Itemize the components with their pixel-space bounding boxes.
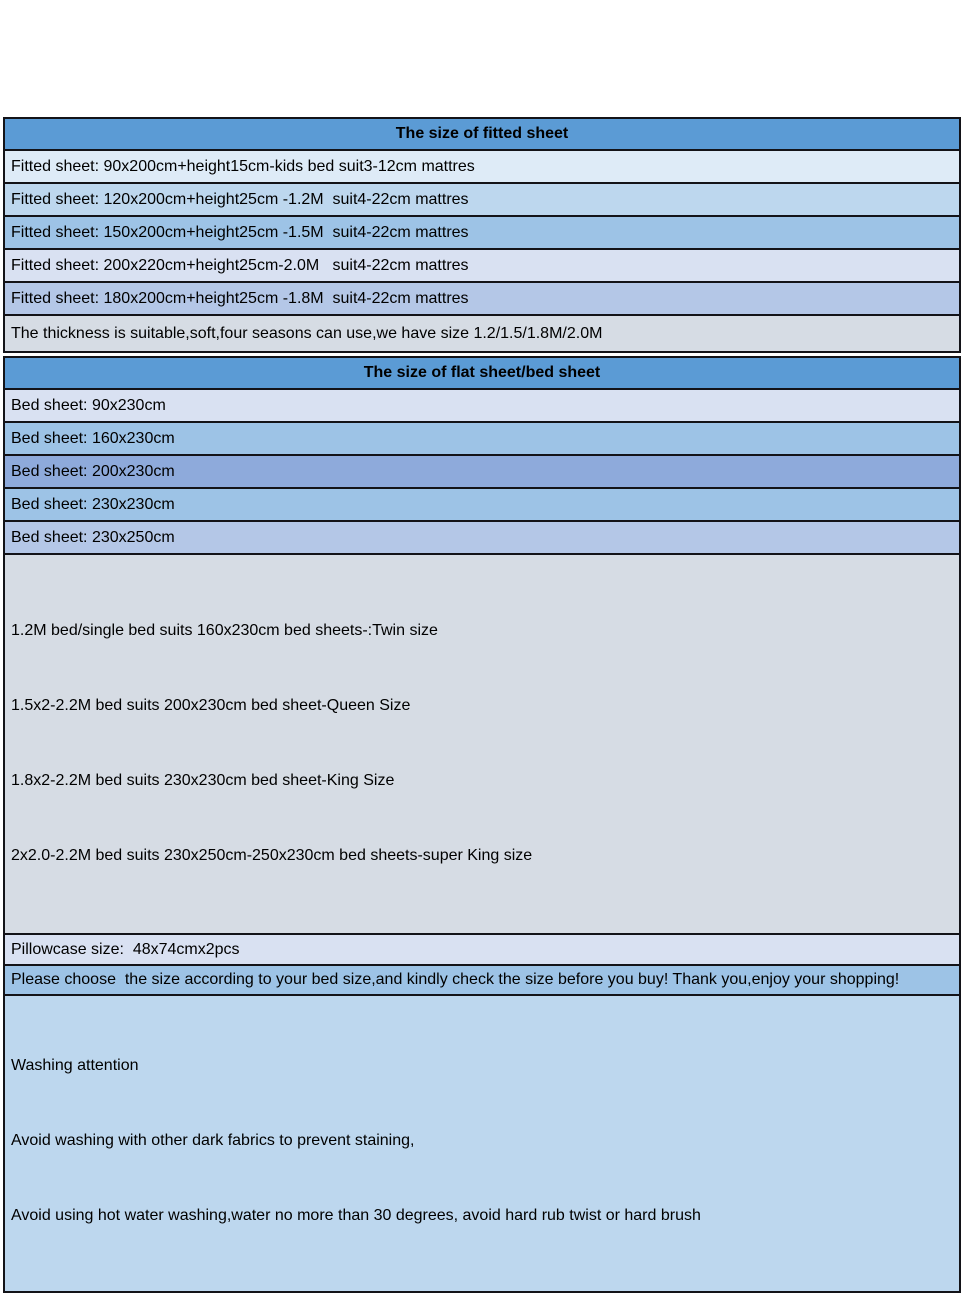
fitted-sheet-row-180x200: Fitted sheet: 180x200cm+height25cm -1.8M suit4-22cm mattres — [5, 283, 959, 316]
bed-sheet-row-200x230: Bed sheet: 200x230cm — [5, 456, 959, 489]
pillowcase-size-row: Pillowcase size: 48x74cmx2pcs — [5, 935, 959, 966]
thickness-note-row: The thickness is suitable,soft,four seasons can use,we have size 1.2/1.5/1.8M/2.0M — [5, 316, 959, 351]
bed-sheet-row-90x230: Bed sheet: 90x230cm — [5, 390, 959, 423]
size-guide-line-king: 1.8x2-2.2M bed suits 230x230cm bed sheet-King Size — [11, 772, 395, 789]
flat-sheet-table-header: The size of flat sheet/bed sheet — [5, 358, 959, 390]
bed-sheet-row-230x230: Bed sheet: 230x230cm — [5, 489, 959, 522]
washing-attention-block — [5, 996, 959, 1291]
washing-attention-title: Washing attention — [11, 1057, 139, 1074]
washing-note-hot-water: Avoid using hot water washing,water no more than 30 degrees, avoid hard rub twist or hard brush — [11, 1207, 701, 1224]
washing-note-dark-fabrics: Avoid washing with other dark fabrics to prevent staining, — [11, 1132, 415, 1149]
bed-sheet-row-160x230: Bed sheet: 160x230cm — [5, 423, 959, 456]
fitted-sheet-table — [3, 117, 961, 353]
size-guide-line-twin: 1.2M bed/single bed suits 160x230cm bed sheets-:Twin size — [11, 622, 438, 639]
fitted-sheet-row-90x200: Fitted sheet: 90x200cm+height15cm-kids bed suit3-12cm mattres — [5, 151, 959, 184]
purchase-notice-row: Please choose the size according to your bed size,and kindly check the size before you buy! Thank you,enjoy your shopping! — [5, 966, 959, 996]
fitted-sheet-row-120x200: Fitted sheet: 120x200cm+height25cm -1.2M suit4-22cm mattres — [5, 184, 959, 217]
flat-sheet-table — [3, 356, 961, 1293]
fitted-sheet-row-150x200: Fitted sheet: 150x200cm+height25cm -1.5M suit4-22cm mattres — [5, 217, 959, 250]
size-chart-tables — [3, 117, 961, 1293]
size-guide-line-queen: 1.5x2-2.2M bed suits 200x230cm bed sheet-Queen Size — [11, 697, 411, 714]
fitted-sheet-table-header: The size of fitted sheet — [5, 119, 959, 151]
size-guide-block — [5, 555, 959, 935]
size-guide-line-super-king: 2x2.0-2.2M bed suits 230x250cm-250x230cm bed sheets-super King size — [11, 847, 533, 864]
bed-sheet-row-230x250: Bed sheet: 230x250cm — [5, 522, 959, 555]
fitted-sheet-row-200x220: Fitted sheet: 200x220cm+height25cm-2.0M suit4-22cm mattres — [5, 250, 959, 283]
